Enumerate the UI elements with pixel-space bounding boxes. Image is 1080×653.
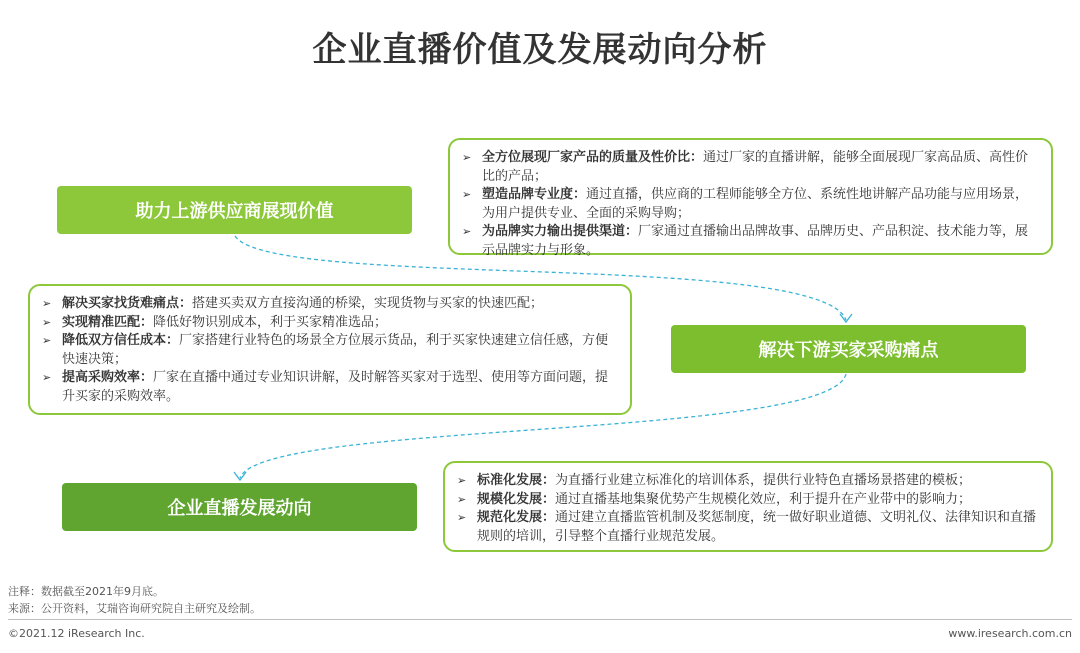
page-title: 企业直播价值及发展动向分析	[312, 30, 768, 70]
bullet-arrow-icon: ➢	[42, 334, 52, 347]
connector-arrow-2	[234, 472, 246, 480]
list-item	[42, 295, 618, 314]
bullet-arrow-icon: ➢	[462, 151, 472, 164]
bullet-arrow-icon: ➢	[462, 188, 472, 201]
item-text: 通过厂家的直播讲解，能够全面展现厂家高品质、高性价比的产品；	[482, 150, 1029, 184]
item-text: 通过直播基地集聚优势产生规模化效应，利于提升在产业带中的影响力；	[555, 491, 972, 507]
item-text: 降低好物识别成本，利于买家精准选品；	[153, 314, 388, 330]
item-text: 厂家在直播中通过专业知识讲解，及时解答买家对于选型、使用等方面问题，提升买家的采购效率。	[62, 370, 609, 404]
list-item	[457, 472, 1039, 491]
bullet-arrow-icon: ➢	[42, 371, 52, 384]
copyright: ©2021.12 iResearch Inc.	[8, 627, 145, 640]
item-text: 搭建买卖双方直接沟通的桥梁，实现货物与买家的快速匹配；	[192, 296, 544, 311]
item-title: 标准化发展：	[477, 473, 556, 488]
item-title: 实现精准匹配：	[62, 314, 154, 330]
bullet-arrow-icon: ➢	[462, 225, 472, 238]
item-title: 全方位展现厂家产品的质量及性价比：	[482, 150, 704, 165]
upstream-detail-box	[448, 138, 1053, 258]
list-item	[462, 223, 1039, 260]
list-item	[457, 509, 1039, 546]
item-text: 为直播行业建立标准化的培训体系，提供行业特色直播场景搭建的模板；	[555, 473, 972, 488]
source-note: 来源：公开资料，艾瑞咨询研究院自主研究及绘制。	[8, 602, 261, 615]
item-title: 规范化发展：	[477, 510, 556, 525]
footer-divider	[8, 619, 1072, 620]
bullet-arrow-icon: ➢	[42, 315, 52, 329]
bullet-arrow-icon: ➢	[457, 492, 467, 506]
list-item	[462, 186, 1039, 223]
bullet-arrow-icon: ➢	[457, 474, 467, 487]
item-text: 厂家搭建行业特色的场景全方位展示货品，利于买家快速建立信任感，方便快速决策；	[62, 333, 609, 367]
item-text: 通过直播，供应商的工程师能够全方位、系统性地讲解产品功能与应用场景，为用户提供专业、全面的采购导购；	[482, 187, 1029, 221]
item-title: 降低双方信任成本：	[62, 333, 180, 348]
list-item	[457, 491, 1039, 510]
item-title: 塑造品牌专业度：	[482, 187, 587, 202]
node-upstream-value: 助力上游供应商展现价值	[57, 186, 412, 234]
list-item	[42, 369, 618, 406]
website-url: www.iresearch.com.cn	[948, 627, 1072, 640]
downstream-detail-box	[28, 284, 632, 415]
list-item	[42, 332, 618, 369]
item-title: 规模化发展：	[477, 491, 556, 507]
trend-detail-box	[443, 461, 1053, 552]
bullet-arrow-icon: ➢	[457, 511, 467, 524]
item-title: 为品牌实力输出提供渠道：	[482, 224, 639, 239]
item-text: 厂家通过直播输出品牌故事、品牌历史、产品积淀、技术能力等，展示品牌实力与形象。	[482, 224, 1029, 258]
bullet-arrow-icon: ➢	[42, 297, 52, 310]
footnote: 注释：数据截至2021年9月底。	[8, 585, 164, 598]
node-downstream-pain: 解决下游买家采购痛点	[671, 325, 1026, 373]
item-title: 提高采购效率：	[62, 370, 154, 385]
item-title: 解决买家找货难痛点：	[62, 296, 193, 311]
list-item	[42, 314, 618, 333]
list-item	[462, 149, 1039, 186]
node-development-trend: 企业直播发展动向	[62, 483, 417, 531]
connector-arrow-1	[840, 314, 852, 322]
item-text: 通过建立直播监管机制及奖惩制度，统一做好职业道德、文明礼仪、法律知识和直播规则的培训，引导整个直播行业规范发展。	[477, 510, 1037, 544]
